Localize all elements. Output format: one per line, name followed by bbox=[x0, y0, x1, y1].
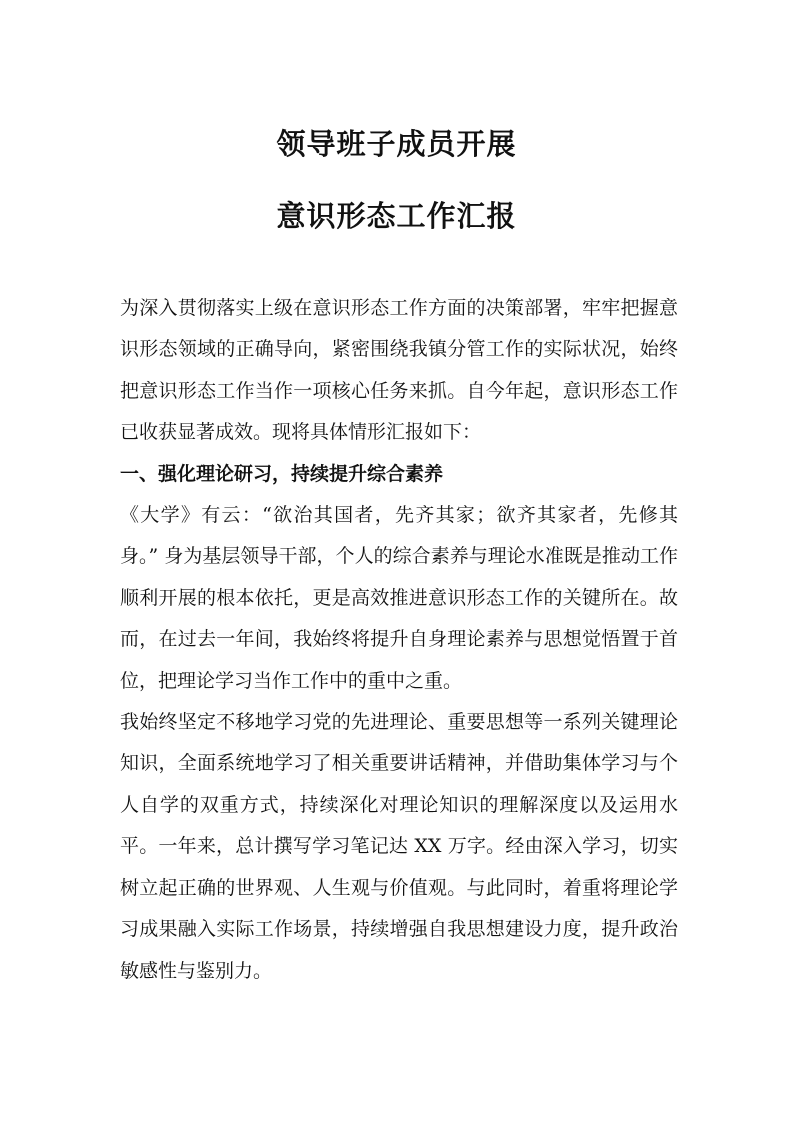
document-title-line-2: 意识形态工作汇报 bbox=[276, 199, 517, 233]
body-paragraph: 我始终坚定不移地学习党的先进理论、重要思想等一系列关键理论知识，全面系统地学习了相关重要讲话精神，并借助集体学习与个人自学的双重方式，持续深化对理论知识的理解深度以及运用水平。一年来，总计撰写学习笔记达 XX 万字。经由深入学习，切实树立起正确的世界观、人生观与价值观。与此同时，着重将理论学习成果融入实际工作场景，持续增强自我思想建设力度，提升政治敏感性与鉴别力。 bbox=[120, 711, 678, 982]
section-heading: 一、强化理论研习，持续提升综合素养 bbox=[120, 462, 444, 485]
document-body bbox=[120, 288, 678, 992]
intro-paragraph: 为深入贯彻落实上级在意识形态工作方面的决策部署，牢牢把握意识形态领域的正确导向，紧密围绕我镇分管工作的实际状况，始终把意识形态工作当作一项核心任务来抓。自今年起，意识形态工作已收获显著成效。现将具体情形汇报如下： bbox=[120, 297, 678, 444]
document-title-line-1: 领导班子成员开展 bbox=[276, 127, 517, 161]
body-paragraph: 《大学》有云：“欲治其国者，先齐其家；欲齐其家者，先修其身。” 身为基层领导干部，个人的综合素养与理论水准既是推动工作顺利开展的根本依托，更是高效推进意识形态工作的关键所在。故而，在过去一年间，我始终将提升自身理论素养与思想觉悟置于首位，把理论学习当作工作中的重中之重。 bbox=[120, 504, 678, 692]
